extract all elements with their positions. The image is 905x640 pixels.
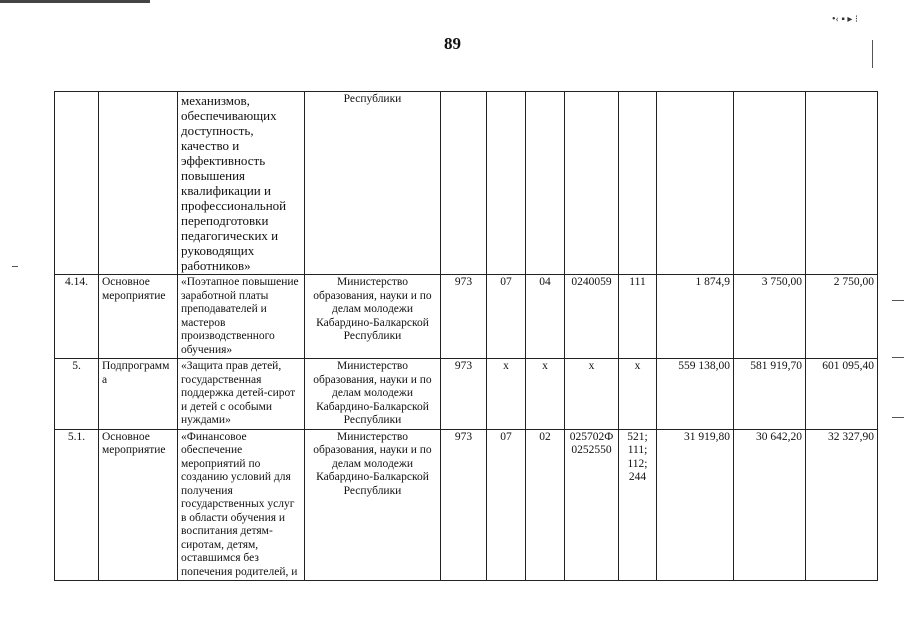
vr-code: 521; [627, 430, 648, 443]
row-year3: 2 750,00 [806, 275, 878, 359]
scan-artifact-top [0, 0, 150, 3]
row-number: 5. [55, 359, 99, 430]
row-year2: 30 642,20 [734, 429, 806, 581]
row-year1: 1 874,9 [657, 275, 734, 359]
row-rz: 07 [487, 429, 526, 581]
row-pr: x [526, 359, 565, 430]
page-number: 89 [444, 34, 461, 53]
csr-code: 0252550 [571, 444, 612, 456]
table-row [55, 359, 878, 430]
row-executor: Республики [305, 92, 441, 275]
row-csr [565, 429, 619, 581]
row-year1 [657, 92, 734, 275]
row-grbs: 973 [441, 359, 487, 430]
row-csr [565, 92, 619, 275]
row-grbs: 973 [441, 429, 487, 581]
row-pr: 02 [526, 429, 565, 581]
vr-code: 112; [627, 457, 648, 470]
scan-artifact-dots: •‹ ▪ ▸ ⁝ [832, 14, 859, 25]
row-year3: 601 095,40 [806, 359, 878, 430]
row-rz: 07 [487, 275, 526, 359]
row-status: Основное мероприятие [99, 275, 178, 359]
row-executor: Министерство образования, науки и по делам молодежи Кабардино-Балкарской Республики [305, 429, 441, 581]
row-year2: 581 919,70 [734, 359, 806, 430]
vr-code: 111; [627, 444, 648, 456]
row-year1: 559 138,00 [657, 359, 734, 430]
row-executor: Министерство образования, науки и по делам молодежи Кабардино-Балкарской Республики [305, 275, 441, 359]
vr-code: 244 [628, 471, 647, 483]
row-vr [619, 92, 657, 275]
row-name: «Финансовое обеспечение мероприятий по созданию условий для получения государственных услуг в области обучения и воспитания детям-сиротам, детям, оставшимся без попечения родителей, и [178, 429, 305, 581]
row-rz [487, 92, 526, 275]
row-number: 4.14. [55, 275, 99, 359]
row-csr: x [565, 359, 619, 430]
row-year1: 31 919,80 [657, 429, 734, 581]
row-status: Основное мероприятие [99, 429, 178, 581]
row-year2 [734, 92, 806, 275]
row-year3: 32 327,90 [806, 429, 878, 581]
row-status: Подпрограмм а [99, 359, 178, 430]
table-row [55, 92, 878, 275]
row-pr: 04 [526, 275, 565, 359]
scan-artifact-dash [892, 300, 904, 301]
table-row [55, 429, 878, 581]
scan-artifact-dash [12, 266, 18, 267]
row-grbs: 973 [441, 275, 487, 359]
row-number: 5.1. [55, 429, 99, 581]
row-vr: 111 [619, 275, 657, 359]
row-name: механизмов, обеспечивающих доступность, качество и эффективность повышения квалификации и профессиональной переподготовки педагогических и руководящих работников» [178, 92, 305, 275]
row-name: «Защита прав детей, государственная поддержка детей-сирот и детей с особыми нуждами» [178, 359, 305, 430]
scan-artifact-dash [892, 417, 904, 418]
row-year2: 3 750,00 [734, 275, 806, 359]
row-vr: x [619, 359, 657, 430]
program-table [54, 91, 878, 581]
row-csr: 0240059 [565, 275, 619, 359]
table-row [55, 275, 878, 359]
csr-code: 025702Ф [569, 430, 614, 443]
row-name: «Поэтапное повышение заработной платы преподавателей и мастеров производственного обучения» [178, 275, 305, 359]
row-number [55, 92, 99, 275]
row-status [99, 92, 178, 275]
row-vr [619, 429, 657, 581]
scan-artifact-dash [892, 357, 904, 358]
row-executor: Министерство образования, науки и по делам молодежи Кабардино-Балкарской Республики [305, 359, 441, 430]
row-year3 [806, 92, 878, 275]
row-grbs [441, 92, 487, 275]
row-rz: x [487, 359, 526, 430]
row-pr [526, 92, 565, 275]
